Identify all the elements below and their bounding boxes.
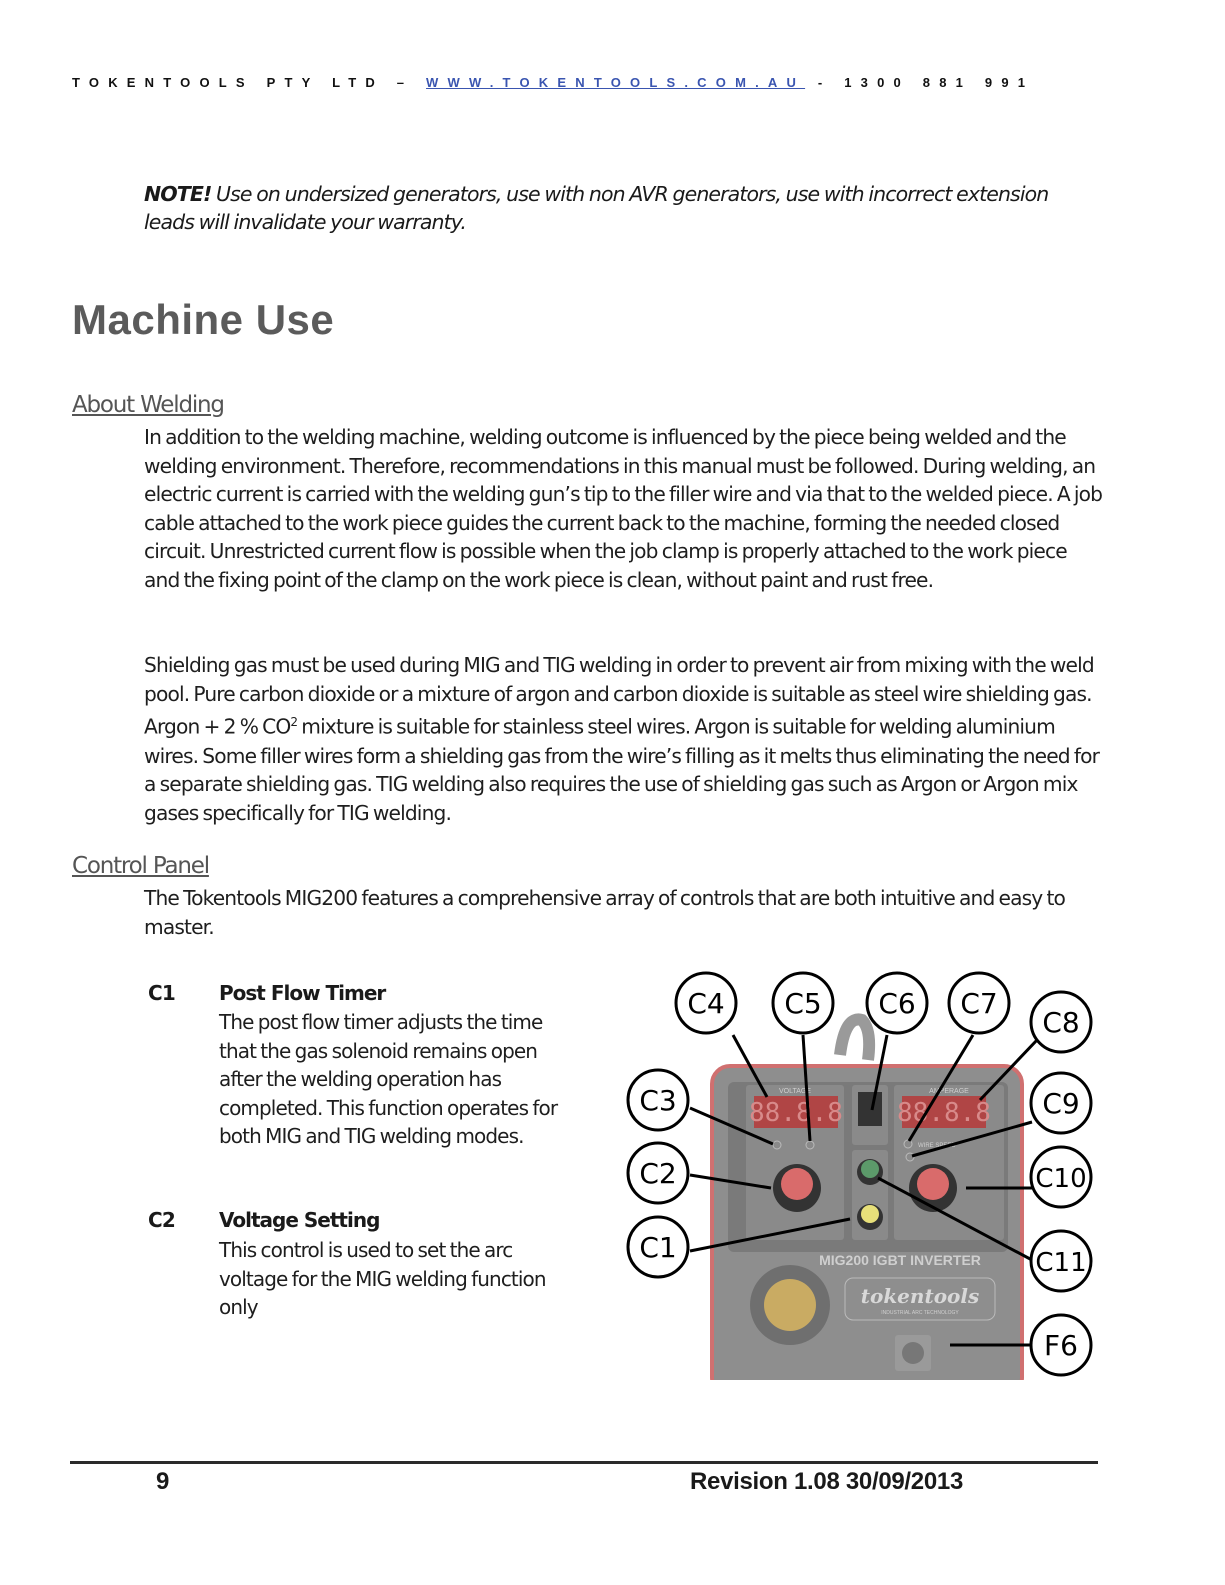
callout-c8 <box>1031 992 1091 1052</box>
svg-text:C8: C8 <box>1042 1006 1080 1039</box>
svg-text:C1: C1 <box>639 1231 677 1264</box>
post-flow-knob-cap <box>861 1205 879 1223</box>
control-panel-diagram <box>600 960 1100 1390</box>
item-code: C1 <box>148 981 175 1005</box>
callout-c4 <box>676 973 736 1033</box>
svg-text:F6: F6 <box>1044 1329 1078 1362</box>
company-name: TOKENTOOLS PTY LTD <box>72 75 384 90</box>
handle <box>840 1019 869 1060</box>
callout-c9 <box>1031 1073 1091 1133</box>
callout-c5 <box>773 973 833 1033</box>
note-text: Use on undersized generators, use with non AVR generators, use with incorrect extension leads will invalidate your warranty. <box>144 182 1049 234</box>
page-header <box>72 75 1034 90</box>
revision-info: Revision 1.08 30/09/2013 <box>690 1468 963 1495</box>
amperage-label: AMPERAGE <box>929 1088 969 1095</box>
voltage-label: VOLTAGE <box>778 1088 812 1095</box>
svg-text:C3: C3 <box>639 1084 677 1117</box>
svg-text:C6: C6 <box>878 987 916 1020</box>
model-name: MIG200 IGBT INVERTER <box>819 1252 981 1268</box>
spool-gun-connector <box>902 1342 924 1364</box>
paragraph-text: mixture is suitable for stainless steel wires. Argon is suitable for welding aluminium wires. Some filler wires form a shielding gas from the wire’s filling as it melts thus eliminating the need for a separate shielding gas. TIG welding also requires the use of shielding gas such as Argon or Argon mix gases specifically for TIG welding. <box>144 714 1100 825</box>
svg-text:C11: C11 <box>1035 1248 1087 1278</box>
control-panel-heading: Control Panel <box>72 853 209 879</box>
callout-c6 <box>867 973 927 1033</box>
callout-c10 <box>1031 1147 1091 1207</box>
paragraph-text: Shielding gas must be used during MIG and TIG welding in order to prevent air from mixing with the weld pool. Pure carbon dioxide or a mixture of argon and carbon dioxide is suitable as steel wire shielding gas. Argon + 2 % CO <box>144 653 1094 739</box>
amperage-display-digits: 88.8.8 <box>897 1098 991 1128</box>
brand-tagline: INDUSTRIAL ARC TECHNOLOGY <box>881 1310 959 1316</box>
separator: - <box>805 75 845 90</box>
arc-force-knob-cap <box>861 1160 879 1178</box>
separator: – <box>383 75 427 90</box>
callout-c3 <box>628 1070 688 1130</box>
callout-c1 <box>628 1217 688 1277</box>
about-welding-paragraph-1: In addition to the welding machine, welding outcome is influenced by the piece being welded and the welding environment. Therefore, recommendations in this manual must be followed. During welding, an electric current is carried with the welding gun’s tip to the filler wire and via that to the welded piece. A job cable attached to the work piece guides the current back to the machine, forming the needed closed circuit. Unrestricted current flow is possible when the job clamp is properly attached to the work piece and the fixing point of the clamp on the work piece is clean, without paint and rust free. <box>144 425 1103 592</box>
item-description: The post flow timer adjusts the time that the gas solenoid remains open after the welding operation has completed. This function operates for both MIG and TIG welding modes. <box>219 1010 558 1149</box>
warranty-note <box>144 180 1074 236</box>
svg-text:C2: C2 <box>639 1157 677 1190</box>
callout-c2 <box>628 1143 688 1203</box>
superscript: 2 <box>290 715 298 730</box>
callout-f6 <box>1031 1315 1091 1375</box>
svg-text:C7: C7 <box>960 987 998 1020</box>
wire-speed-knob-cap <box>917 1168 949 1200</box>
about-welding-heading: About Welding <box>72 392 224 418</box>
footer-divider <box>70 1461 1098 1464</box>
website-link[interactable]: WWW.TOKENTOOLS.COM.AU <box>426 75 806 90</box>
section-title: Machine Use <box>72 296 335 343</box>
phone-number: 1300 881 991 <box>844 75 1035 90</box>
brand-logo: tokentools <box>860 1284 980 1308</box>
torch-connector <box>764 1279 816 1331</box>
note-label: NOTE! <box>144 182 212 206</box>
mode-switch[interactable] <box>858 1092 882 1126</box>
svg-text:C9: C9 <box>1042 1087 1080 1120</box>
image-crop <box>700 1380 1030 1390</box>
voltage-knob-cap <box>781 1168 813 1200</box>
svg-text:C10: C10 <box>1035 1164 1087 1194</box>
voltage-display-digits: 88.8.8 <box>749 1098 843 1128</box>
item-title: Post Flow Timer <box>219 981 386 1005</box>
callout-c11 <box>1031 1231 1091 1291</box>
item-code: C2 <box>148 1208 175 1232</box>
item-description: This control is used to set the arc voltage for the MIG welding function only <box>219 1238 546 1320</box>
callout-c7 <box>949 973 1009 1033</box>
control-panel-intro: The Tokentools MIG200 features a comprehensive array of controls that are both intuitive and easy to master. <box>144 886 1066 939</box>
wire-speed-label: WIRE SPEED <box>918 1143 956 1149</box>
svg-text:C5: C5 <box>784 987 822 1020</box>
page-number: 9 <box>156 1468 170 1495</box>
item-title: Voltage Setting <box>219 1208 380 1232</box>
svg-text:C4: C4 <box>687 987 725 1020</box>
about-welding-paragraph-2 <box>144 651 1104 827</box>
